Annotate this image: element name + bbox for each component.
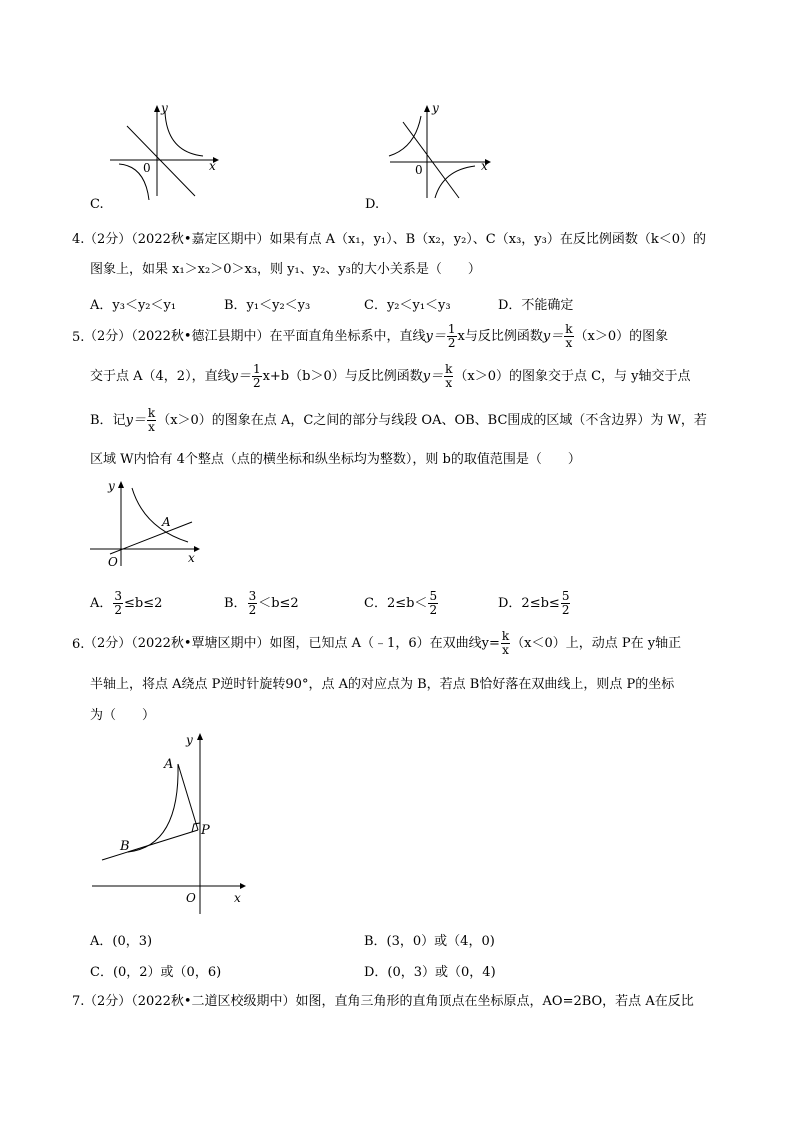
q6-line-3: 为（ ） [90, 708, 156, 723]
q6-graph-a-label: A [164, 757, 174, 772]
q5-graph-a-label: A [162, 515, 171, 529]
q5-k-fraction: $\frac{k}{x}$ [565, 322, 573, 350]
q5-line-1-a: （2分）（2022秋•德江县期中）在平面直角坐标系中，直线 [84, 329, 426, 344]
q5-line-1: （2分）（2022秋•德江县期中）在平面直角坐标系中，直线y＝ $\frac{1}{2}$ x与反比例函数y＝ $\frac{k}{x}$ （x＞0）的图象 [84, 322, 669, 350]
graph-d-y-label: y [432, 101, 439, 115]
q6-option-d[interactable]: D．(0，3）或（0，4) [364, 965, 496, 980]
q6-graph-y-label: y [186, 733, 193, 747]
q5-option-c[interactable]: C．2≤b＜ $\frac{5}{2}$ [364, 589, 438, 617]
q5-option-a[interactable]: A． $\frac{3}{2}$ ≤b≤2 [90, 589, 163, 617]
q5-k-fraction-2: $\frac{k}{x}$ [445, 362, 453, 390]
q5-half-fraction: $\frac{1}{2}$ [447, 322, 456, 350]
q4-line-2: 图象上，如果 x₁＞x₂＞0＞x₃，则 y₁、y₂、y₃的大小关系是（ ） [90, 262, 481, 277]
graph-d-x-label: x [481, 159, 488, 173]
q6-k-fraction: $\frac{k}{x}$ [501, 629, 510, 657]
q5-line-2: 交于点 A（4，2），直线y＝ $\frac{1}{2}$ x+b（b＞0）与反比例函数y＝ $\frac{k}{x}$ （x＞0）的图象交于点 C，与 y轴交于点 [90, 362, 691, 390]
q5-number: 5. [72, 330, 85, 345]
graph-c-x-label: x [209, 159, 216, 173]
q5-graph-x-label: x [188, 551, 195, 565]
q5-k-fraction-3: $\frac{k}{x}$ [147, 406, 156, 434]
q6-number: 6. [72, 637, 85, 652]
q5-line-3: B．记y＝ $\frac{k}{x}$ （x＞0）的图象在点 A，C之间的部分与线段 OA、OB、BC围成的区域（不含边界）为 W，若 [90, 406, 707, 434]
q5-line-1-c: （x＞0）的图象 [574, 329, 669, 344]
q5-option-d[interactable]: D．2≤b≤ $\frac{5}{2}$ [498, 589, 570, 617]
q6-line-1: （2分）（2022秋•覃塘区期中）如图，已知点 A（﹣1，6）在双曲线y= $\frac{k}{x}$ （x＜0）上，动点 P在 y轴正 [84, 629, 682, 657]
q5-line-1-y: y＝ [425, 329, 446, 344]
q4-option-b[interactable]: B．y₁＜y₂＜y₃ [224, 298, 311, 313]
q4-option-c[interactable]: C．y₂＜y₁＜y₃ [364, 298, 451, 313]
q5-line-1-b: x与反比例函数 [457, 329, 543, 344]
q5-line-4: 区域 W内恰有 4个整点（点的横坐标和纵坐标均为整数），则 b的取值范围是（ ） [90, 452, 581, 467]
q6-line-2: 半轴上，将点 A绕点 P逆时针旋转90°，点 A的对应点为 B，若点 B恰好落在双曲线上，则点 P的坐标 [90, 677, 675, 692]
graph-c [105, 100, 225, 200]
graph-d-origin-label: 0 [415, 163, 423, 177]
q6-graph-x-label: x [234, 891, 241, 905]
q7-number: 7. [72, 994, 85, 1009]
q4-line-1: （2分）（2022秋•嘉定区期中）如果有点 A（x₁，y₁）、B（x₂，y₂）、C（x₃，y₃）在反比例函数（k＜0）的 [84, 232, 706, 247]
q6-option-c[interactable]: C．(0，2）或（0，6) [90, 965, 222, 980]
q6-graph-b-label: B [120, 839, 130, 854]
q4-number: 4. [72, 232, 85, 247]
q6-option-b[interactable]: B．(3，0）或（4，0) [364, 934, 495, 949]
q6-option-a[interactable]: A．(0，3) [90, 934, 153, 949]
q3-option-c[interactable]: C. [90, 197, 104, 212]
q5-graph [88, 478, 208, 573]
q5-option-b[interactable]: B． $\frac{3}{2}$ ＜b≤2 [224, 589, 299, 617]
graph-d [385, 100, 505, 200]
q6-graph-p-label: P [201, 823, 210, 838]
q3-option-d[interactable]: D. [365, 197, 380, 212]
q6-graph-o-label: O [186, 891, 196, 905]
q5-half-fraction-2: $\frac{1}{2}$ [252, 362, 261, 390]
q5-graph-o-label: O [108, 555, 118, 569]
q7-line-1: （2分）（2022秋•二道区校级期中）如图，直角三角形的直角顶点在坐标原点，AO=2BO，若点 A在反比 [84, 994, 694, 1009]
q4-option-a[interactable]: A．y₃＜y₂＜y₁ [90, 298, 177, 313]
q4-option-d[interactable]: D．不能确定 [498, 298, 574, 313]
q6-graph [88, 728, 258, 918]
graph-c-y-label: y [161, 101, 168, 115]
graph-c-origin-label: 0 [143, 161, 151, 175]
q5-graph-y-label: y [108, 479, 115, 493]
